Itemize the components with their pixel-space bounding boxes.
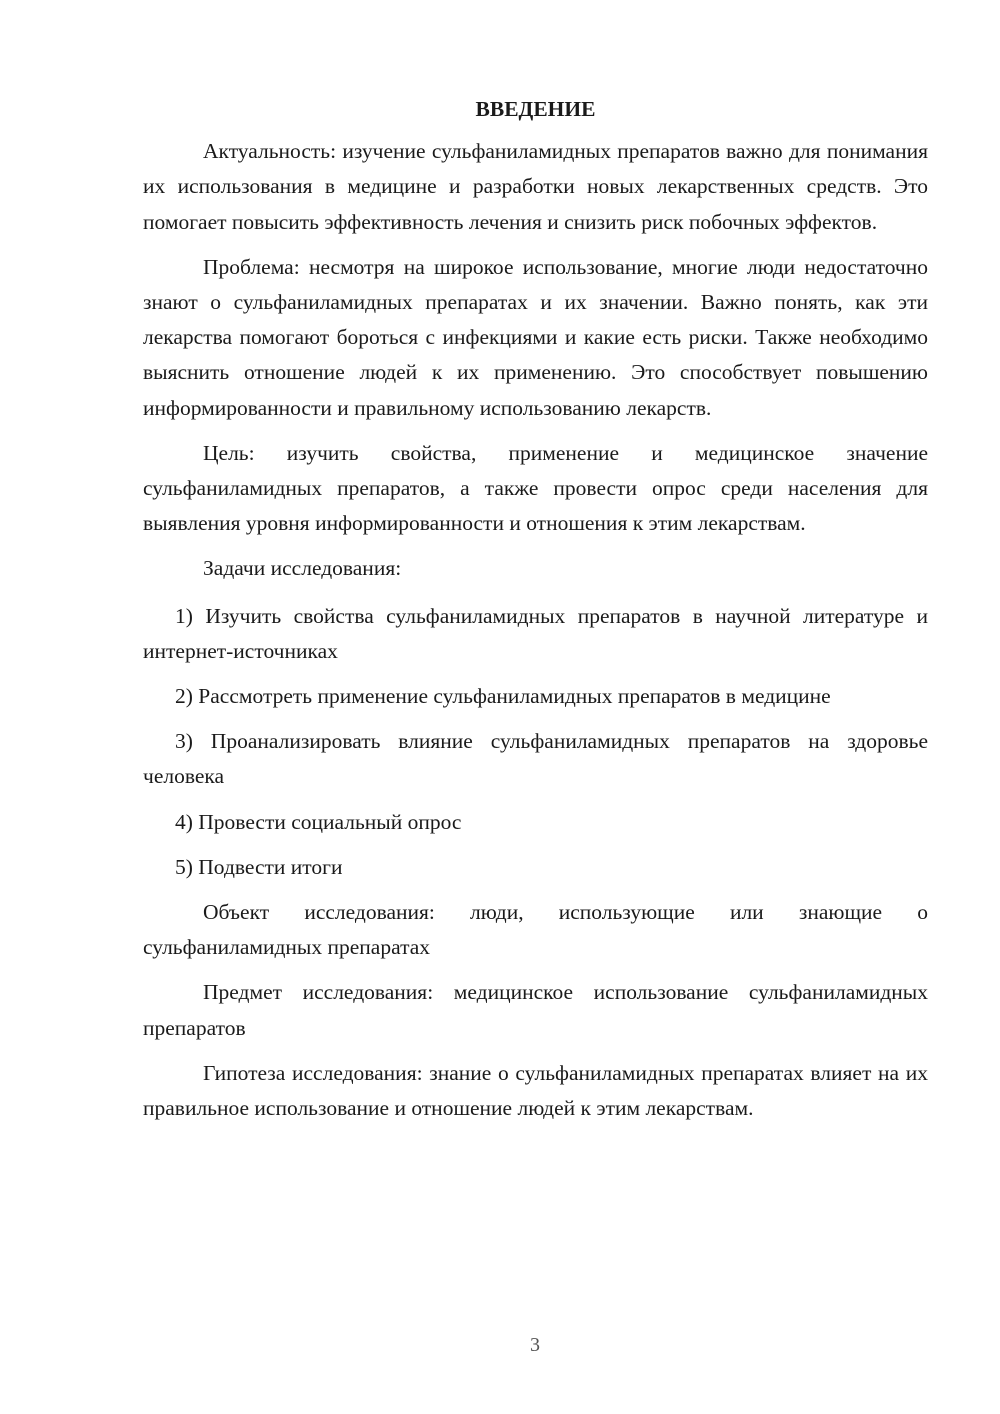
task-item: 1) Изучить свойства сульфаниламидных препаратов в научной литературе и интернет-источниках xyxy=(143,603,928,663)
task-item: 4) Провести социальный опрос xyxy=(175,809,462,834)
object-paragraph: Объект исследования: люди, использующие или знающие о сульфаниламидных препаратах xyxy=(143,900,928,960)
tasks-list xyxy=(143,599,928,885)
task-item: 3) Проанализировать влияние сульфаниламидных препаратов на здоровье человека xyxy=(143,729,928,789)
task-item: 2) Рассмотреть применение сульфаниламидных препаратов в медицине xyxy=(175,684,831,709)
problem-paragraph: Проблема: несмотря на широкое использование, многие люди недостаточно знают о сульфаниламидных препаратах и их значении. Важно понять, как эти лекарства помогают бороться с инфекциями и какие есть риски. Также необходимо выяснить отношение людей к их применению. Это способствует повышению информированности и правильному использованию лекарств. xyxy=(143,254,928,420)
relevance-paragraph: Актуальность: изучение сульфаниламидных препаратов важно для понимания их использования в медицине и разработки новых лекарственных средств. Это помогает повысить эффективность лечения и снизить риск побочных эффектов. xyxy=(143,139,928,234)
document-page xyxy=(143,92,928,1136)
tasks-heading: Задачи исследования: xyxy=(203,556,402,581)
page-number: 3 xyxy=(530,1334,540,1356)
task-item: 5) Подвести итоги xyxy=(175,854,343,879)
hypothesis-paragraph: Гипотеза исследования: знание о сульфаниламидных препаратах влияет на их правильное использование и отношение людей к этим лекарствам. xyxy=(143,1060,928,1121)
page-title: ВВЕДЕНИЕ xyxy=(475,97,596,121)
subject-paragraph: Предмет исследования: медицинское использование сульфаниламидных препаратов xyxy=(143,980,928,1040)
goal-paragraph: Цель: изучить свойства, применение и медицинское значение сульфаниламидных препаратов, а также провести опрос среди населения для выявления уровня информированности и отношения к этим лекарствам. xyxy=(143,440,928,536)
